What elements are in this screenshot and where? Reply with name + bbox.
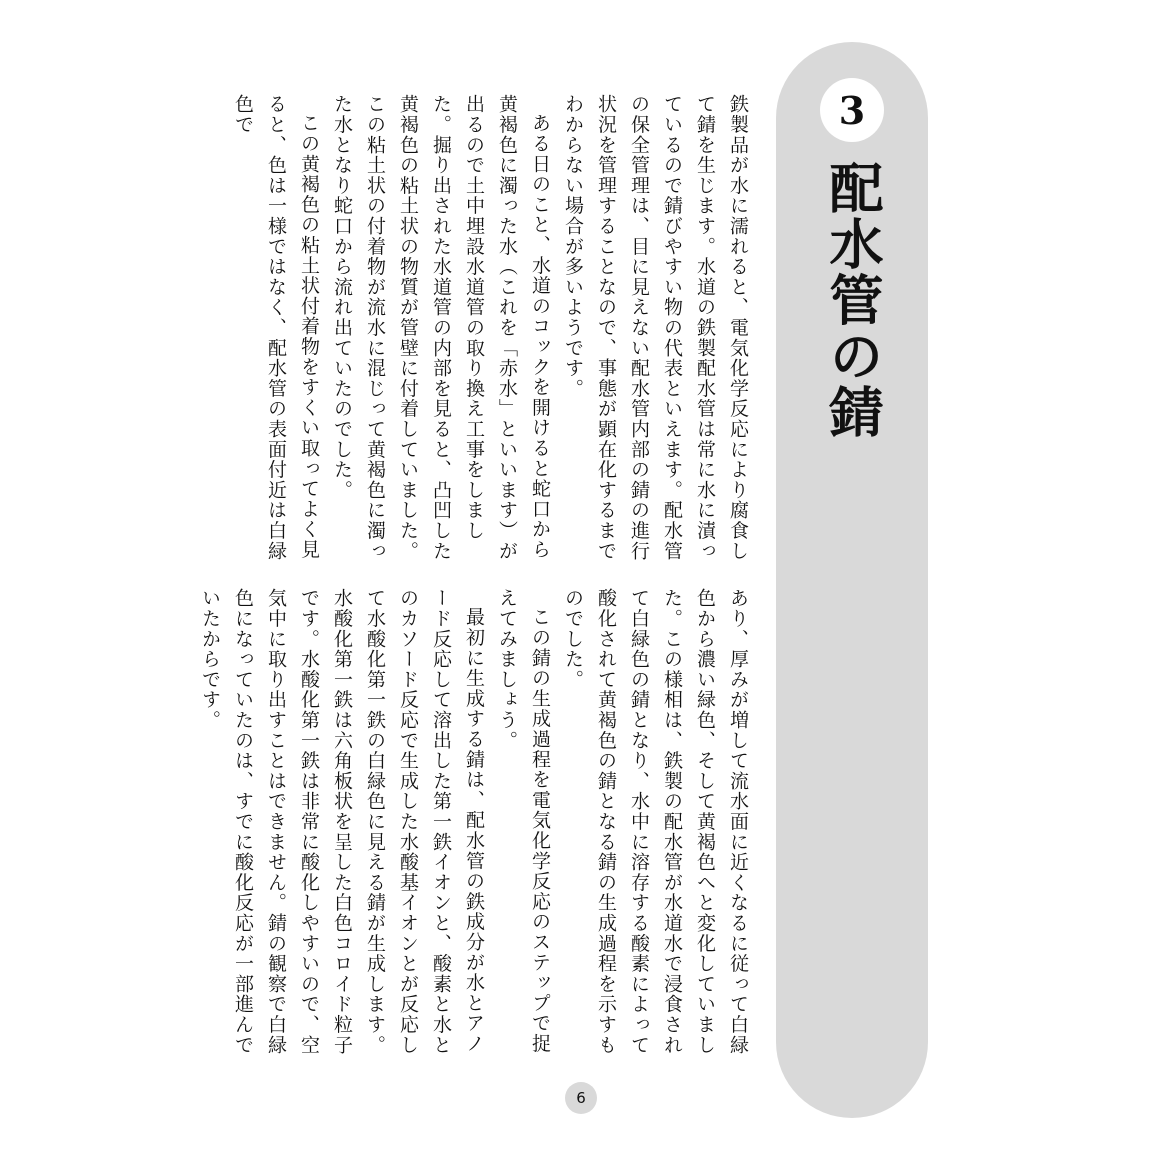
- body-text-lower: [199, 588, 754, 1068]
- body-text-upper: [232, 94, 754, 574]
- paragraph: この黄褐色の粘土状付着物をすくい取ってよく見ると、色は一様ではなく、配水管の表面付近は白緑色で: [232, 94, 320, 561]
- chapter-title: 配水管の錆: [821, 160, 885, 440]
- paragraph: あり、厚みが増して流水面に近くなるに従って白緑色から濃い緑色、そして黄褐色へと変化していました。この様相は、鉄製の配水管が水道水で浸食されて白緑色の錆となり、水中に溶存する酸素によって酸化されて黄褐色の錆となる錆の生成過程を示すものでした。: [562, 588, 749, 1055]
- paragraph: この錆の生成過程を電気化学反応のステップで捉えてみましょう。: [496, 588, 551, 1054]
- chapter-number-badge: 3: [820, 78, 884, 142]
- paragraph: ある日のこと、水道のコックを開けると蛇口から黄褐色に濁った水（これを「赤水」といいます）が出るので土中埋設水道管の取り換え工事をしました。掘り出された水道管の内部を見ると、凸凹した黄褐色の粘土状の物質が管壁に付着していました。この粘土状の付着物が流水に混じって黄褐色に濁った水となり蛇口から流れ出ていたのでした。: [331, 94, 551, 561]
- paragraph: 鉄製品が水に濡れると、電気化学反応により腐食して錆を生じます。水道の鉄製配水管は常に水に漬っているので錆びやすい物の代表といえます。配水管の保全管理は、目に見えない配水管内部の錆の進行状況を管理することなので、事態が顕在化するまでわからない場合が多いようです。: [562, 94, 749, 561]
- page-number: 6: [565, 1082, 597, 1114]
- paragraph: 最初に生成する錆は、配水管の鉄成分が水とアノード反応して溶出した第一鉄イオンと、酸素と水とのカソード反応で生成した水酸基イオンとが反応して水酸化第一鉄の白緑色に見える錆が生成します。水酸化第一鉄は六角板状を呈した白色コロイド粒子です。水酸化第一鉄は非常に酸化しやすいので、空気中に取り出すことはできません。錆の観察で白緑色になっていたのは、すでに酸化反応が一部進んでいたからです。: [199, 588, 485, 1055]
